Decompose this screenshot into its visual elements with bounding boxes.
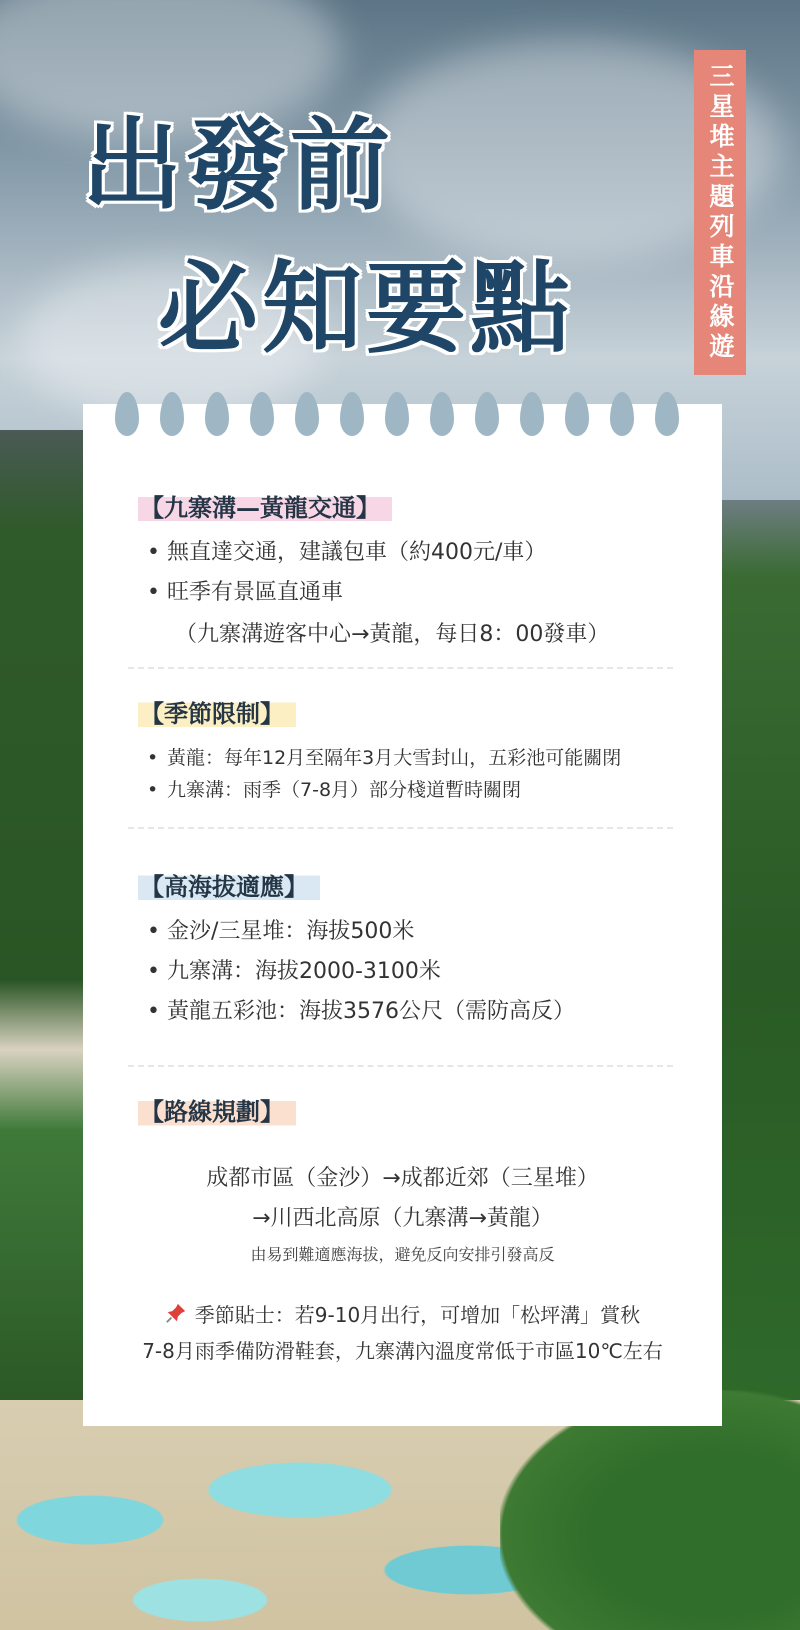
forest-right xyxy=(710,500,800,1450)
hole xyxy=(475,392,499,436)
transport-list xyxy=(145,533,546,613)
list-item: • 九寨溝：雨季（7-8月）部分棧道暫時關閉 xyxy=(145,774,621,806)
list-item: • 無直達交通，建議包車（約400元/車） xyxy=(145,533,546,573)
list-item: • 九寨溝：海拔2000-3100米 xyxy=(145,952,575,992)
route-note: 由易到難適應海拔，避免反向安排引發高反 xyxy=(250,1245,555,1264)
tip-text-1: 季節貼士：若9-10月出行，可增加「松坪溝」賞秋 xyxy=(194,1303,641,1327)
route-line-2: →川西北高原（九寨溝→黃龍） xyxy=(252,1206,553,1231)
vertical-banner xyxy=(694,50,746,375)
hole xyxy=(655,392,679,436)
tip-line-2: 7-8月雨季備防滑鞋套，九寨溝內溫度常低于市區10℃左右 xyxy=(142,1339,663,1363)
section-heading-route: 【路線規劃】 xyxy=(138,1092,296,1127)
pushpin-icon xyxy=(165,1299,187,1335)
season-list xyxy=(145,742,621,806)
list-item: • 黃龍五彩池：海拔3576公尺（需防高反） xyxy=(145,992,575,1032)
section-heading-season: 【季節限制】 xyxy=(138,694,296,729)
trees-bottom xyxy=(500,1390,800,1630)
section-heading-altitude: 【高海拔適應】 xyxy=(138,867,320,902)
tip-line-1 xyxy=(83,1297,722,1335)
notepad-holes xyxy=(83,392,722,440)
hole xyxy=(160,392,184,436)
transport-note: （九寨溝遊客中心→黃龍，每日8：00發車） xyxy=(175,622,610,647)
divider xyxy=(128,1065,673,1067)
hole xyxy=(115,392,139,436)
hole xyxy=(565,392,589,436)
hole xyxy=(430,392,454,436)
hole xyxy=(205,392,229,436)
list-item: • 旺季有景區直通車 xyxy=(145,573,546,613)
hole xyxy=(385,392,409,436)
notepad-card xyxy=(83,404,722,1426)
divider xyxy=(128,667,673,669)
divider xyxy=(128,827,673,829)
hole xyxy=(610,392,634,436)
route-line-1: 成都市區（金沙）→成都近郊（三星堆） xyxy=(206,1166,599,1191)
altitude-list xyxy=(145,912,575,1032)
banner-text: 三星堆主題列車沿線遊 xyxy=(706,62,735,363)
hole xyxy=(295,392,319,436)
hole xyxy=(250,392,274,436)
list-item: • 黃龍：每年12月至隔年3月大雪封山，五彩池可能關閉 xyxy=(145,742,621,774)
section-heading-transport: 【九寨溝—黃龍交通】 xyxy=(138,488,392,523)
title-line-1: 出發前 xyxy=(82,106,394,224)
hole xyxy=(520,392,544,436)
title-line-2: 必知要點 xyxy=(158,249,574,367)
list-item: • 金沙/三星堆：海拔500米 xyxy=(145,912,575,952)
hole xyxy=(340,392,364,436)
